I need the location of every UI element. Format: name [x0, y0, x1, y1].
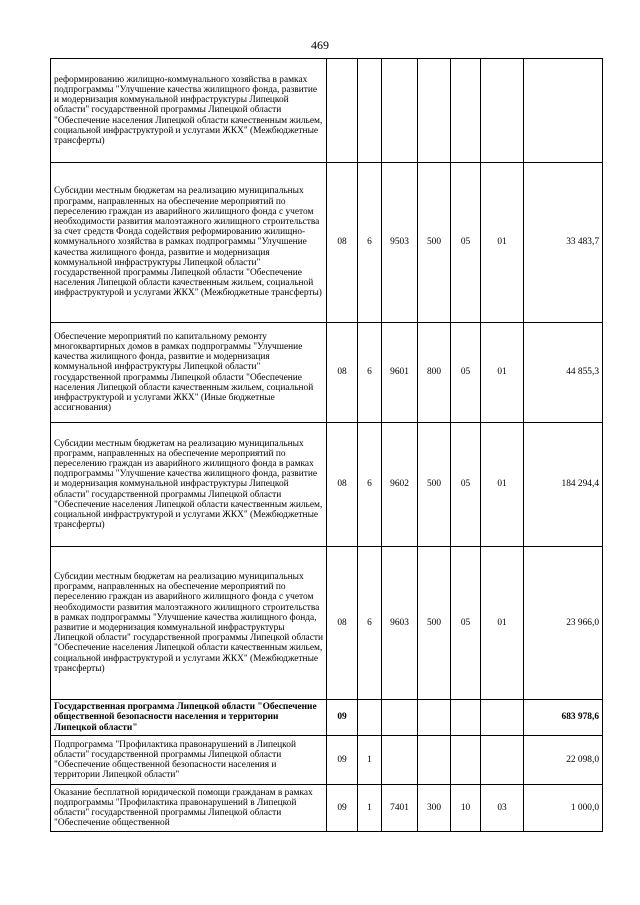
amount: 683 978,6	[524, 700, 603, 736]
article-code: 9603	[382, 547, 418, 700]
article-code	[382, 700, 418, 736]
amount: 44 855,3	[524, 323, 603, 423]
section-code: 05	[451, 163, 481, 323]
subsection-code: 01	[481, 163, 524, 323]
section-code: 05	[451, 547, 481, 700]
section-code	[451, 700, 481, 736]
table-row	[51, 323, 603, 423]
article-code: 9601	[382, 323, 418, 423]
program-code: 08	[327, 323, 358, 423]
subsection-code: 03	[481, 785, 524, 832]
table-row	[51, 736, 603, 785]
amount: 33 483,7	[524, 163, 603, 323]
row-description: Субсидии местным бюджетам на реализацию муниципальных программ, направленных на обеспечение мероприятий по переселению граждан из аварийного жилищного фонда с учетом необходимости развития малоэтажного жилищного строительства за счет средств Фонда содействия реформированию жилищно-коммунального хозяйства в рамках подпрограммы "Улучшение качества жилищного фонда, развитие и модернизация коммунальной инфраструктуры Липецкой области" государственной программы Липецкой области "Обеспечение населения Липецкой области качественным жильем, социальной инфраструктурой и услугами ЖКХ" (Межбюджетные трансферты)	[51, 163, 327, 323]
article-code: 9602	[382, 423, 418, 547]
article-code: 9503	[382, 163, 418, 323]
amount: 22 098,0	[524, 736, 603, 785]
article-code	[382, 736, 418, 785]
expense-type-code: 800	[418, 323, 451, 423]
row-description: Подпрограмма "Профилактика правонарушений в Липецкой области" государственной программы Липецкой области "Обеспечение общественной безопасности населения и территории Липецкой области"	[51, 736, 327, 785]
table-row	[51, 163, 603, 323]
subprogram-code: 6	[358, 323, 382, 423]
article-code: 7401	[382, 785, 418, 832]
section-code: 05	[451, 323, 481, 423]
program-code: 08	[327, 547, 358, 700]
subprogram-code: 6	[358, 163, 382, 323]
expense-type-code	[418, 700, 451, 736]
subprogram-code: 1	[358, 785, 382, 832]
section-code: 05	[451, 423, 481, 547]
amount	[524, 59, 603, 163]
amount: 1 000,0	[524, 785, 603, 832]
table-row	[51, 547, 603, 700]
subsection-code: 01	[481, 323, 524, 423]
table-row	[51, 700, 603, 736]
subprogram-code	[358, 700, 382, 736]
subsection-code	[481, 59, 524, 163]
amount: 23 966,0	[524, 547, 603, 700]
subprogram-code: 1	[358, 736, 382, 785]
section-code	[451, 59, 481, 163]
subprogram-code: 6	[358, 423, 382, 547]
table-row	[51, 785, 603, 832]
row-description: Государственная программа Липецкой области "Обеспечение общественной безопасности населения и территории Липецкой области"	[51, 700, 327, 736]
program-code: 09	[327, 736, 358, 785]
amount: 184 294,4	[524, 423, 603, 547]
program-code	[327, 59, 358, 163]
expense-type-code	[418, 59, 451, 163]
program-code: 08	[327, 163, 358, 323]
row-description: Субсидии местным бюджетам на реализацию муниципальных программ, направленных на обеспечение мероприятий по переселению граждан из аварийного жилищного фонда с учетом необходимости развития малоэтажного жилищного строительства в рамках подпрограммы "Улучшение качества жилищного фонда, развитие и модернизация коммунальной инфраструктуры Липецкой области" государственной программы Липецкой области "Обеспечение населения Липецкой области качественным жильем, социальной инфраструктурой и услугами ЖКХ" (Межбюджетные трансферты)	[51, 547, 327, 700]
row-description: Субсидии местным бюджетам на реализацию муниципальных программ, направленных на обеспечение мероприятий по переселению граждан из аварийного жилищного фонда в рамках подпрограммы "Улучшение качества жилищного фонда, развитие и модернизация коммунальной инфраструктуры Липецкой области" государственной программы Липецкой области "Обеспечение населения Липецкой области качественным жильем, социальной инфраструктурой и услугами ЖКХ" (Межбюджетные трансферты)	[51, 423, 327, 547]
expense-type-code: 500	[418, 547, 451, 700]
subsection-code: 01	[481, 423, 524, 547]
row-description: реформированию жилищно-коммунального хозяйства в рамках подпрограммы "Улучшение качества жилищного фонда, развитие и модернизация коммунальной инфраструктуры Липецкой области" государственной программы Липецкой области "Обеспечение населения Липецкой области качественным жильем, социальной инфраструктурой и услугами ЖКХ" (Межбюджетные трансферты)	[51, 59, 327, 163]
subsection-code	[481, 736, 524, 785]
table-row	[51, 59, 603, 163]
row-description: Оказание бесплатной юридической помощи гражданам в рамках подпрограммы "Профилактика правонарушений в Липецкой области" государственной программы Липецкой области "Обеспечение общественной	[51, 785, 327, 832]
section-code: 10	[451, 785, 481, 832]
article-code	[382, 59, 418, 163]
expense-type-code: 500	[418, 163, 451, 323]
row-description: Обеспечение мероприятий по капитальному ремонту многоквартирных домов в рамках подпрограммы "Улучшение качества жилищного фонда, развитие и модернизация коммунальной инфраструктуры Липецкой области" государственной программы Липецкой области "Обеспечение населения Липецкой области качественным жильем, социальной инфраструктурой и услугами ЖКХ" (Иные бюджетные ассигнования)	[51, 323, 327, 423]
subsection-code	[481, 700, 524, 736]
subprogram-code: 6	[358, 547, 382, 700]
program-code: 09	[327, 700, 358, 736]
expense-type-code: 500	[418, 423, 451, 547]
subprogram-code	[358, 59, 382, 163]
program-code: 08	[327, 423, 358, 547]
budget-table	[50, 58, 603, 832]
page-number: 469	[311, 38, 329, 52]
expense-type-code	[418, 736, 451, 785]
section-code	[451, 736, 481, 785]
subsection-code: 01	[481, 547, 524, 700]
expense-type-code: 300	[418, 785, 451, 832]
table-row	[51, 423, 603, 547]
program-code: 09	[327, 785, 358, 832]
